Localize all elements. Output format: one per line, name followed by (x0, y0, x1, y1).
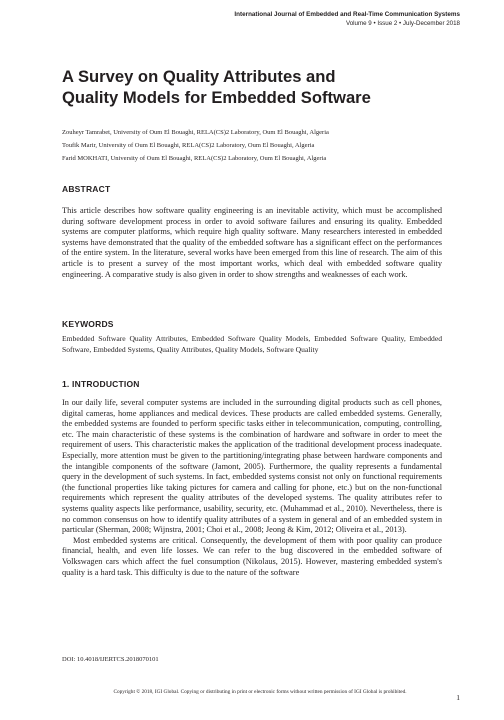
article-title-line-2: Quality Models for Embedded Software (62, 87, 371, 107)
keywords-heading: KEYWORDS (62, 319, 114, 329)
introduction-heading: 1. INTRODUCTION (62, 379, 140, 389)
keywords-text: Embedded Software Quality Attributes, Embedded Software Quality Models, Embedded Software Quality, Embedded Software, Embedded Systems, Quality Attributes, Quality Models, Software Quality (62, 334, 442, 354)
article-title-line-1: A Survey on Quality Attributes and (62, 67, 336, 86)
author-affiliation: Farid MOKHATI, University of Oum El Bouaghi, RELA(CS)2 Laboratory, Oum El Bouaghi, Algeria (62, 155, 327, 162)
introduction-paragraph: Most embedded systems are critical. Consequently, the development of them with poor quality can produce financial, health, and even life losses. We can refer to the bug discovered in the embedded software of Volkswagen cars which affect the fuel consumption (Nikolaus, 2015). However, mastering embedded system's quality is a hard task. This difficulty is due to the nature of the software (62, 535, 442, 577)
author-list (62, 126, 442, 165)
introduction-body (62, 398, 442, 578)
journal-name: International Journal of Embedded and Real-Time Communication Systems (234, 11, 460, 18)
copyright-notice: Copyright © 2018, IGI Global. Copying or distributing in print or electronic forms without written permission of IGI Global is prohibited. (113, 689, 407, 695)
author-affiliation: Zouheyr Tamrabet, University of Oum El Bouaghi, RELA(CS)2 Laboratory, Oum El Bouaghi, Algeria (62, 129, 329, 136)
volume-issue: Volume 9 • Issue 2 • July-December 2018 (345, 20, 460, 27)
introduction-paragraph: In our daily life, several computer systems are included in the surrounding digital products such as cell phones, digital cameras, home appliances and medical devices. These products are called embedded systems. Generally, the embedded systems are founded to perform specific tasks either in telecommunication, computing, controlling, etc. The main characteristic of these systems is the combination of hardware and software in order to meet the requirement of users. This characteristic makes the application of the traditional development process inadequate. Especially, more attention must be given to the partitioning/integrating phase between hardware components and the intangible components of the software (Jamont, 2005). Furthermore, the quality represents a fundamental query in the development of such systems. In fact, embedded systems consist not only on functional requirements (the functional properties like taking pictures for camera and calling for phone, etc.) but on the non-functional requirements which represent the quality attributes of the developed systems. The quality attributes refer to systems quality aspects like performance, usability, security, etc. (Muhammad et al., 2010). Nevertheless, there is no common consensus on how to identify quality attributes of a system in general and of an embedded system in particular (Sherman, 2008; Wijnstra, 2001; Choi et al., 2008; Jeong & Kim, 2012; Oliveira et al., 2013). (62, 398, 442, 535)
abstract-heading: ABSTRACT (62, 184, 111, 194)
article-title (62, 67, 462, 108)
abstract-text: This article describes how software quality engineering is an inevitable activity, which must be accomplished during software development process in order to avoid software failures and ensuring its quality. Embedded systems are computer platforms, which require high quality software. Many researchers interested in embedded systems have demonstrated that the quality of the embedded software has a significant effect on the performances of the entire system. In the literature, several works have been emerged from this line of research. The aim of this article is to present a survey of the most important works, which deal with embedded software quality engineering. A comparative study is also given in order to show strengths and weaknesses of each work. (62, 206, 442, 279)
page-number: 1 (456, 693, 460, 702)
author-affiliation: Toufik Marir, University of Oum El Bouaghi, RELA(CS)2 Laboratory, Oum El Bouaghi, Algeria (62, 142, 315, 149)
doi-line: DOI: 10.4018/IJERTCS.2018070101 (62, 656, 159, 663)
